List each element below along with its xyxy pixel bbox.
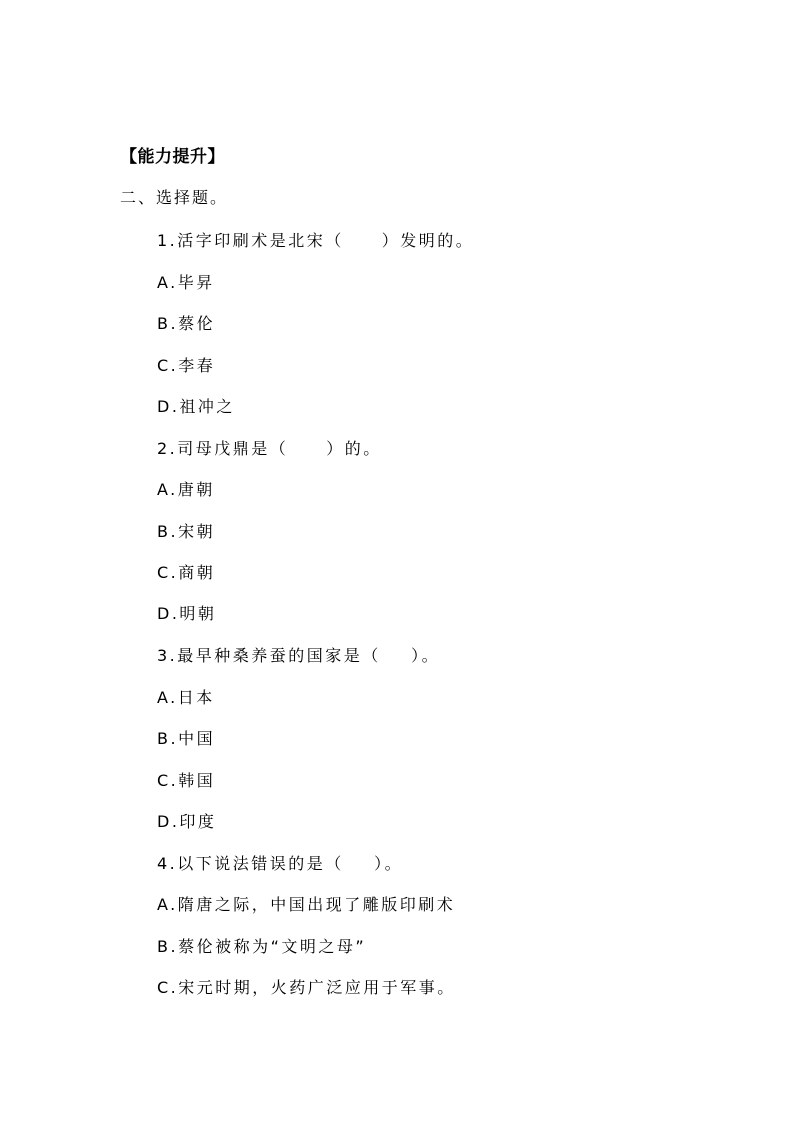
question-3-option-c: C.韩国: [157, 771, 216, 790]
question-3-option-d: D.印度: [157, 812, 217, 831]
question-2-option-a: A.唐朝: [157, 480, 215, 499]
section-subheading: 二、选择题。: [120, 188, 229, 207]
question-1-stem: 1.活字印刷术是北宋（ ）发明的。: [157, 231, 475, 250]
question-3-option-b: B.中国: [157, 729, 216, 748]
question-1-option-d: D.祖冲之: [157, 397, 235, 416]
question-4-stem: 4.以下说法错误的是（ ）。: [157, 854, 404, 873]
question-2-option-b: B.宋朝: [157, 522, 216, 541]
question-1-option-b: B.蔡伦: [157, 314, 216, 333]
question-2-option-d: D.明朝: [157, 604, 217, 623]
section-heading: 【能力提升】: [120, 147, 225, 167]
question-4-option-a: A.隋唐之际，中国出现了雕版印刷术: [157, 895, 456, 914]
question-2-option-c: C.商朝: [157, 563, 216, 582]
question-1-option-a: A.毕昇: [157, 273, 215, 292]
question-3-option-a: A.日本: [157, 688, 215, 707]
question-3-stem: 3.最早种桑养蚕的国家是（ ）。: [157, 646, 441, 665]
question-2-stem: 2.司母戊鼎是（ ）的。: [157, 439, 382, 458]
question-4-option-b: B.蔡伦被称为“文明之母”: [157, 937, 367, 956]
question-4-option-c: C.宋元时期，火药广泛应用于军事。: [157, 978, 456, 997]
question-1-option-c: C.李春: [157, 356, 216, 375]
